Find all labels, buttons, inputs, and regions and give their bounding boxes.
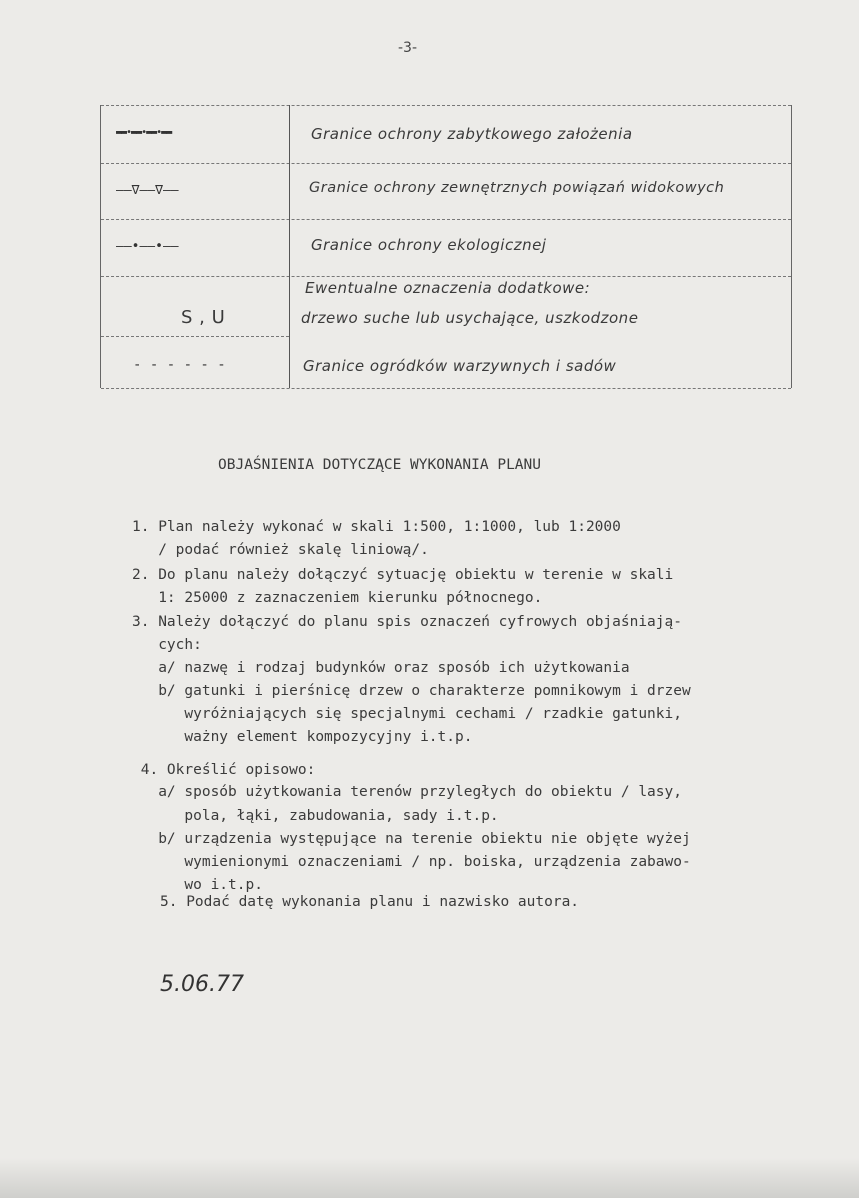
divider bbox=[101, 105, 791, 106]
section-title: OBJAŚNIENIA DOTYCZĄCE WYKONANIA PLANU bbox=[218, 457, 542, 473]
handwritten-date: 5.06.77 bbox=[160, 972, 244, 997]
text-line: wyróżniających się specjalnymi cechami / rzadkie gatunki, bbox=[132, 706, 682, 722]
text-line: ważny element kompozycyjny i.t.p. bbox=[132, 729, 473, 745]
legend-table bbox=[100, 105, 792, 388]
text-line: 2. Do planu należy dołączyć sytuację obiektu w terenie w skali bbox=[132, 567, 674, 583]
text-line: / podać również skalę liniową/. bbox=[132, 542, 429, 558]
text-line: b/ urządzenia występujące na terenie obiektu nie objęte wyżej bbox=[132, 831, 691, 847]
text-line: a/ sposób użytkowania terenów przyległych do obiektu / lasy, bbox=[132, 784, 682, 800]
text-line: wo i.t.p. bbox=[132, 877, 263, 893]
column-divider bbox=[289, 105, 290, 388]
text-line: 4. Określić opisowo: bbox=[132, 762, 316, 778]
divider bbox=[101, 388, 791, 389]
legend-description: drzewo suche lub usychające, uszkodzone bbox=[301, 309, 639, 327]
dashed-line-icon: - - - - - - bbox=[133, 357, 226, 373]
page-number: -3- bbox=[398, 40, 418, 56]
text-line: a/ nazwę i rodzaj budynków oraz sposób ich użytkowania bbox=[132, 660, 630, 676]
divider bbox=[101, 276, 791, 277]
text-line: 5. Podać datę wykonania planu i nazwisko autora. bbox=[160, 894, 580, 910]
text-line: pola, łąki, zabudowania, sady i.t.p. bbox=[132, 808, 499, 824]
text-line: 1: 25000 z zaznaczeniem kierunku północnego. bbox=[132, 590, 543, 606]
scan-shadow bbox=[0, 1158, 859, 1198]
legend-description: Granice ochrony zewnętrznych powiązań widokowych bbox=[309, 180, 725, 196]
legend-description: Granice ochrony ekologicznej bbox=[311, 236, 547, 254]
text-line: b/ gatunki i pierśnicę drzew o charakterze pomnikowym i drzew bbox=[132, 683, 691, 699]
triangle-line-icon: ——∇——∇—— bbox=[116, 183, 179, 198]
thick-dash-dot-line-icon: ▬▬•▬▬•▬▬•▬▬ bbox=[116, 127, 172, 138]
text-line: wymienionymi oznaczeniami / np. boiska, urządzenia zabawo- bbox=[132, 854, 691, 870]
legend-description: Granice ochrony zabytkowego założenia bbox=[311, 125, 633, 143]
divider bbox=[101, 336, 289, 337]
divider bbox=[101, 163, 791, 164]
legend-description-header: Ewentualne oznaczenia dodatkowe: bbox=[305, 279, 591, 297]
divider bbox=[101, 219, 791, 220]
legend-symbol-su: S , U bbox=[181, 307, 226, 328]
dot-line-icon: ——•——•—— bbox=[116, 239, 179, 254]
legend-description: Granice ogródków warzywnych i sadów bbox=[303, 357, 617, 375]
text-line: cych: bbox=[132, 637, 202, 653]
text-line: 1. Plan należy wykonać w skali 1:500, 1:1000, lub 1:2000 bbox=[132, 519, 621, 535]
text-line: 3. Należy dołączyć do planu spis oznaczeń cyfrowych objaśniają- bbox=[132, 614, 682, 630]
